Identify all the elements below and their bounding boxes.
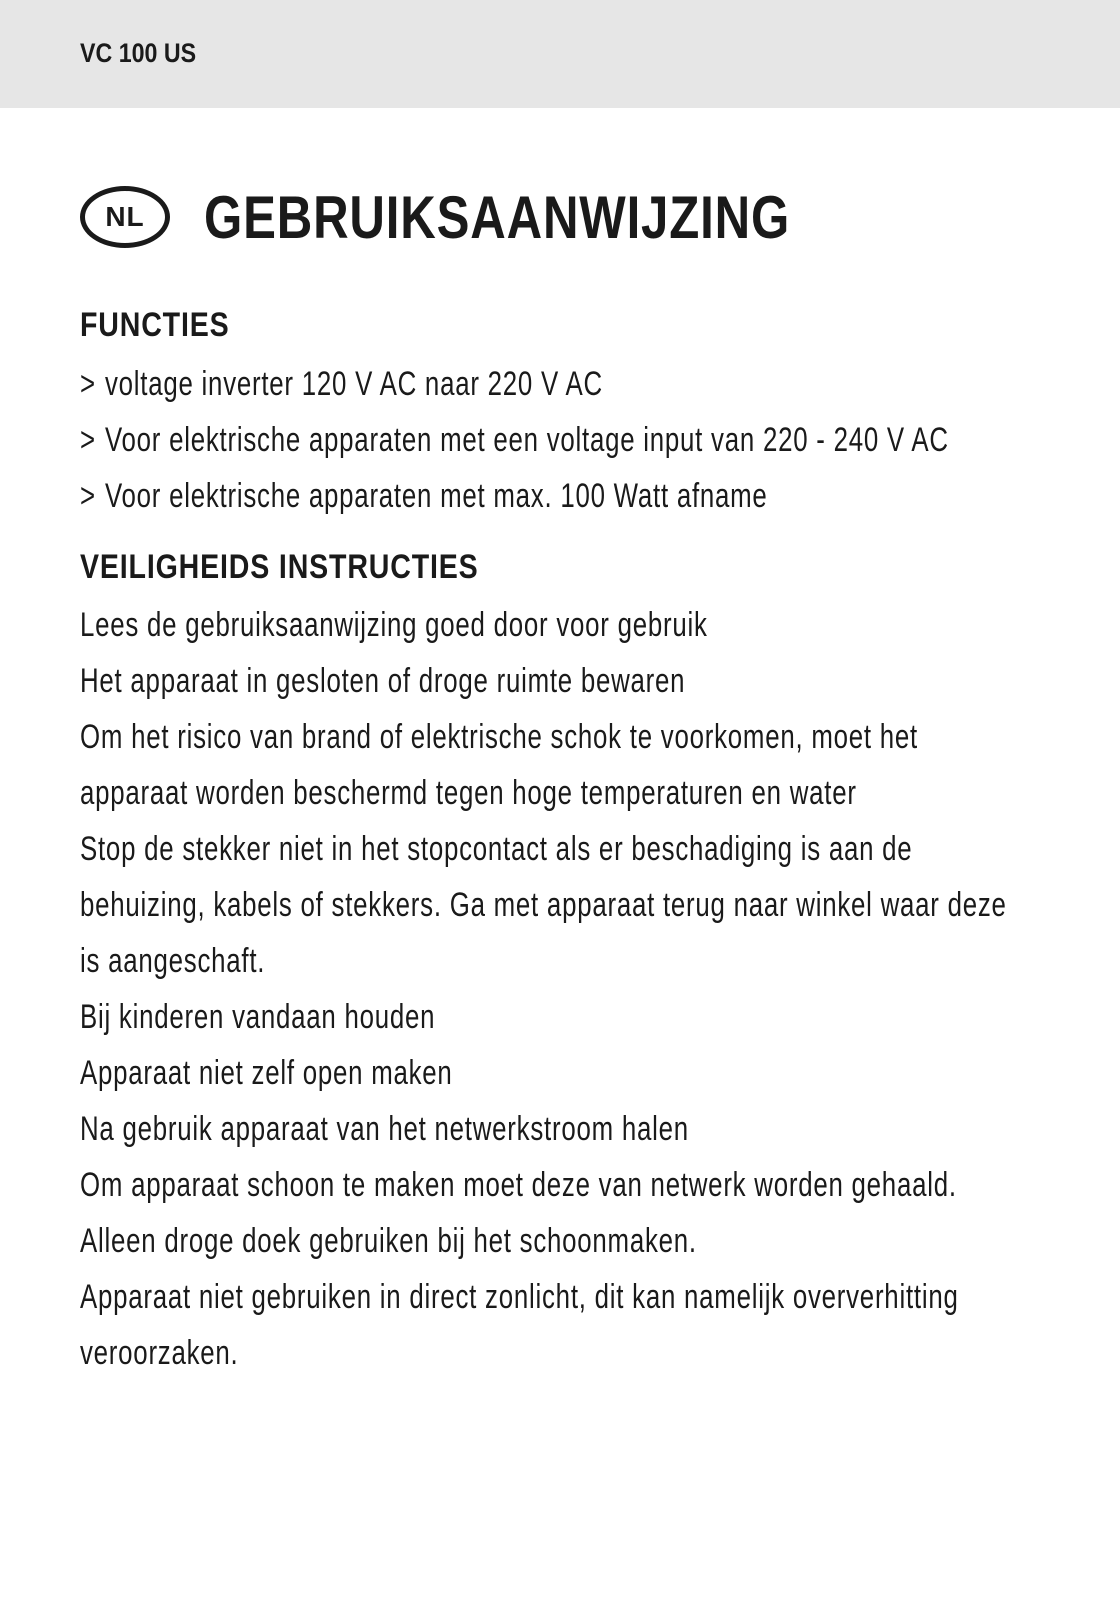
language-badge: NL [80,186,170,248]
safety-line: Na gebruik apparaat van het netwerkstroom halen [80,1110,689,1148]
bullet-marker: > [80,421,96,459]
title-row [80,182,919,252]
safety-line: apparaat worden beschermd tegen hoge temperaturen en water [80,774,857,812]
functions-item-text: Voor elektrische apparaten met een voltage input van 220 - 240 V AC [104,421,949,459]
header-band [0,0,1120,108]
functions-heading: FUNCTIES [80,306,230,344]
safety-line: behuizing, kabels of stekkers. Ga met apparaat terug naar winkel waar deze [80,886,1007,924]
functions-item [80,420,949,460]
bullet-marker: > [80,477,96,515]
safety-line: Stop de stekker niet in het stopcontact als er beschadiging is aan de [80,830,913,868]
bullet-marker: > [80,365,96,403]
safety-line: Het apparaat in gesloten of droge ruimte bewaren [80,662,686,700]
document-title: GEBRUIKSAANWIJZING [204,183,791,251]
safety-line: Bij kinderen vandaan houden [80,998,436,1036]
functions-item [80,476,768,516]
safety-line: Apparaat niet zelf open maken [80,1054,453,1092]
safety-line: Apparaat niet gebruiken in direct zonlicht, dit kan namelijk oververhitting [80,1278,959,1316]
safety-heading: VEILIGHEIDS INSTRUCTIES [80,548,479,586]
safety-line: Om apparaat schoon te maken moet deze van netwerk worden gehaald. [80,1166,957,1204]
safety-line: veroorzaken. [80,1334,239,1372]
functions-item-text: Voor elektrische apparaten met max. 100 Watt afname [104,477,768,515]
safety-line: is aangeschaft. [80,942,266,980]
safety-line: Alleen droge doek gebruiken bij het schoonmaken. [80,1222,697,1260]
safety-line: Om het risico van brand of elektrische schok te voorkomen, moet het [80,718,918,756]
model-code: VC 100 US [80,38,197,68]
functions-item-text: voltage inverter 120 V AC naar 220 V AC [104,365,603,403]
safety-line: Lees de gebruiksaanwijzing goed door voor gebruik [80,606,708,644]
functions-item [80,364,603,404]
